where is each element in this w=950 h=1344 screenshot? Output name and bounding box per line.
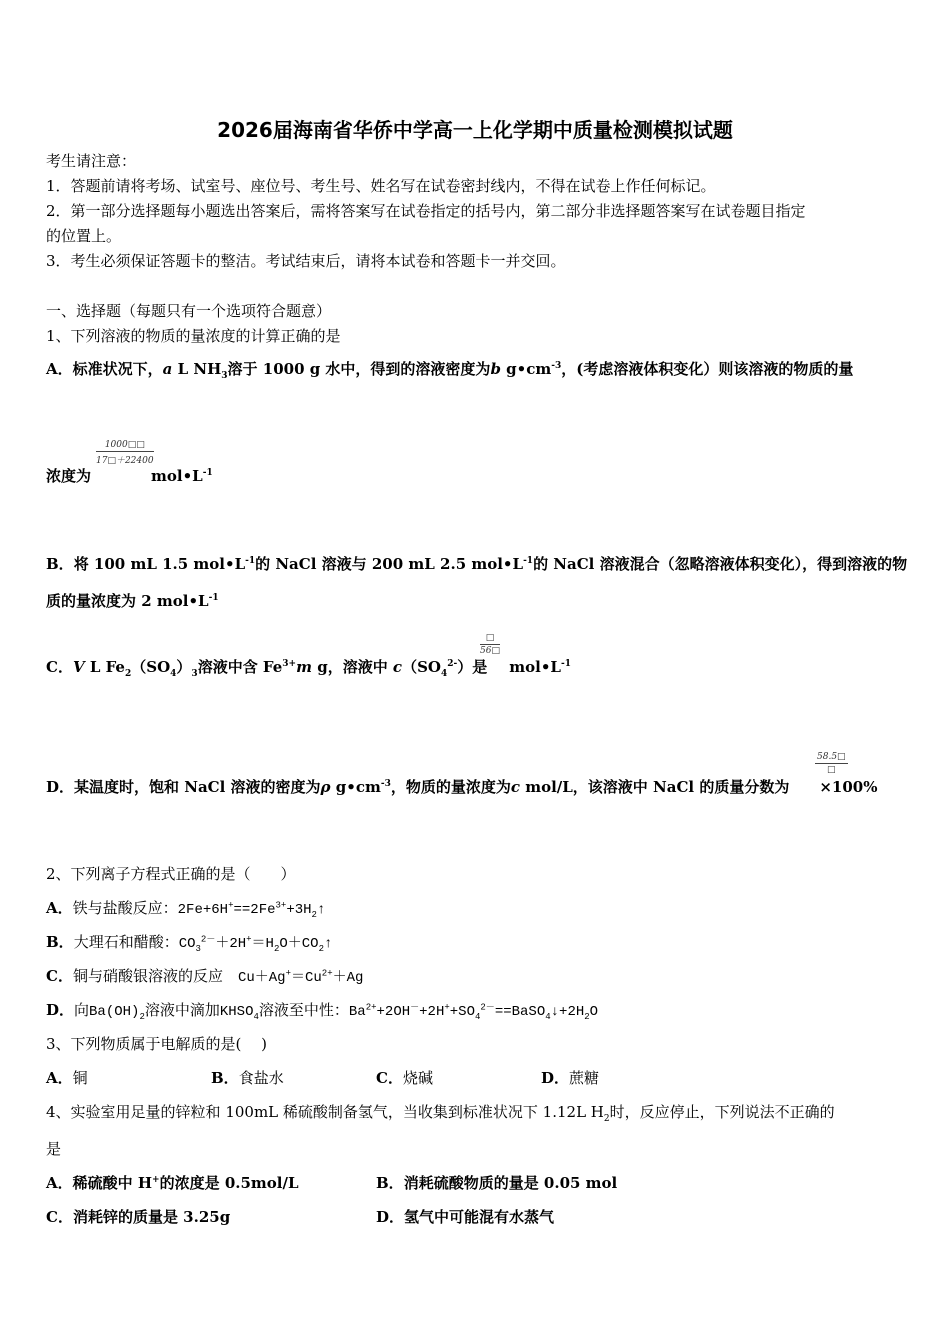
q4-option-a: A．稀硫酸中 H+的浓度是 0.5mol/L [46, 1174, 299, 1192]
q2-stem: 2、下列离子方程式正确的是（ ） [46, 865, 296, 883]
notice-item-2-cont: 的位置上。 [46, 227, 122, 245]
fraction-denominator: 56□ [480, 646, 500, 656]
q1-stem: 1、下列溶液的物质的量浓度的计算正确的是 [46, 327, 341, 345]
q3-option-a: A．铜 [46, 1069, 88, 1087]
q1-a-fraction [96, 440, 154, 466]
fraction-numerator: 58.5□ [817, 752, 846, 762]
q1-option-d: D．某温度时，饱和 NaCl 溶液的密度为ρ $g•cm^{-3}$，物质的量浓度为c mol/L，该溶液中 NaCl 的质量分数为 ×100% [46, 778, 878, 796]
section-heading: 一、选择题（每题只有一个选项符合题意） [46, 302, 332, 320]
q1-option-b: B．将 100 mL 1.5 $mol•L^{-1}$的 NaCl 溶液与 200 mL 2.5 $mol•L^{-1}$的 NaCl 溶液混合（忽略溶液体积变化），得到溶液的物 [46, 555, 908, 573]
q4-stem-cont: 是 [46, 1140, 62, 1158]
q1-option-a: A．标准状况下，a L $NH_3$溶于 1000 g 水中，得到的溶液密度为b $g•cm^{-3}$，(考虑溶液体积变化）则该溶液的物质的量 [46, 360, 854, 381]
q2-option-a: A．铁与盐酸反应：$2Fe+6H^+==2Fe^{3+}+3H_2↑$ [46, 899, 326, 920]
q3-option-d: D．蔗糖 [541, 1069, 600, 1087]
fraction-denominator: 17□＋22400 [96, 456, 154, 466]
q2-option-b: B．大理石和醋酸：$CO_3^{2-}+2H^+=H_2O+CO_2↑$ [46, 933, 333, 954]
q1-c-fraction [480, 633, 500, 656]
q3-stem: 3、下列物质属于电解质的是( ) [46, 1035, 268, 1053]
q1-d-fraction [815, 752, 848, 775]
notice-item-2: 2．第一部分选择题每小题选出答案后，需将答案写在试卷指定的括号内，第二部分非选择题答案写在试卷题目指定 [46, 202, 806, 220]
notice-item-1: 1．答题前请将考场、试室号、座位号、考生号、姓名写在试卷密封线内，不得在试卷上作任何标记。 [46, 177, 716, 195]
q1-option-b-cont: 质的量浓度为 2 $mol•L^{-1}$ [46, 592, 219, 610]
q3-option-b: B．食盐水 [211, 1069, 284, 1087]
q2-option-d: D．向$Ba(OH)_2$溶液中滴加$KHSO_4$溶液至中性：$Ba^{2+}+2OH^-+2H^++SO_4^{2-}==BaSO_4↓+2H_2O$ [46, 1001, 599, 1022]
q4-option-d: D．氢气中可能混有水蒸气 [376, 1208, 555, 1226]
q4-option-c: C．消耗锌的质量是 3.25g [46, 1208, 231, 1226]
q1-option-a-cont: 浓度为 $mol•L^{-1}$ [46, 467, 213, 485]
q4-stem: 4、实验室用足量的锌粒和 100mL 稀硫酸制备氢气，当收集到标准状况下 1.12L $H_2$时，反应停止，下列说法不正确的 [46, 1103, 835, 1124]
q4-option-b: B．消耗硫酸物质的量是 0.05 mol [376, 1174, 618, 1192]
notice-item-3: 3．考生必须保证答题卡的整洁。考试结束后，请将本试卷和答题卡一并交回。 [46, 252, 566, 270]
notice-heading: 考生请注意： [46, 152, 137, 170]
page-title: 2026届海南省华侨中学高一上化学期中质量检测模拟试题 [217, 118, 733, 142]
fraction-numerator: 1000□□ [96, 440, 154, 452]
fraction-denominator: □ [827, 765, 836, 775]
q2-option-c: C．铜与硝酸银溶液的反应 $Cu+Ag^+=Cu^{2+}+Ag$ [46, 967, 364, 986]
fraction-numerator: □ [480, 633, 500, 645]
q3-option-c: C．烧碱 [376, 1069, 433, 1087]
q1-option-c: C．V L $Fe_2(SO_4)_3$溶液中含 $Fe^{3+}m$ g，溶液中 $c(SO_4^{2-})$是 $mol•L^{-1}$ [46, 658, 571, 679]
